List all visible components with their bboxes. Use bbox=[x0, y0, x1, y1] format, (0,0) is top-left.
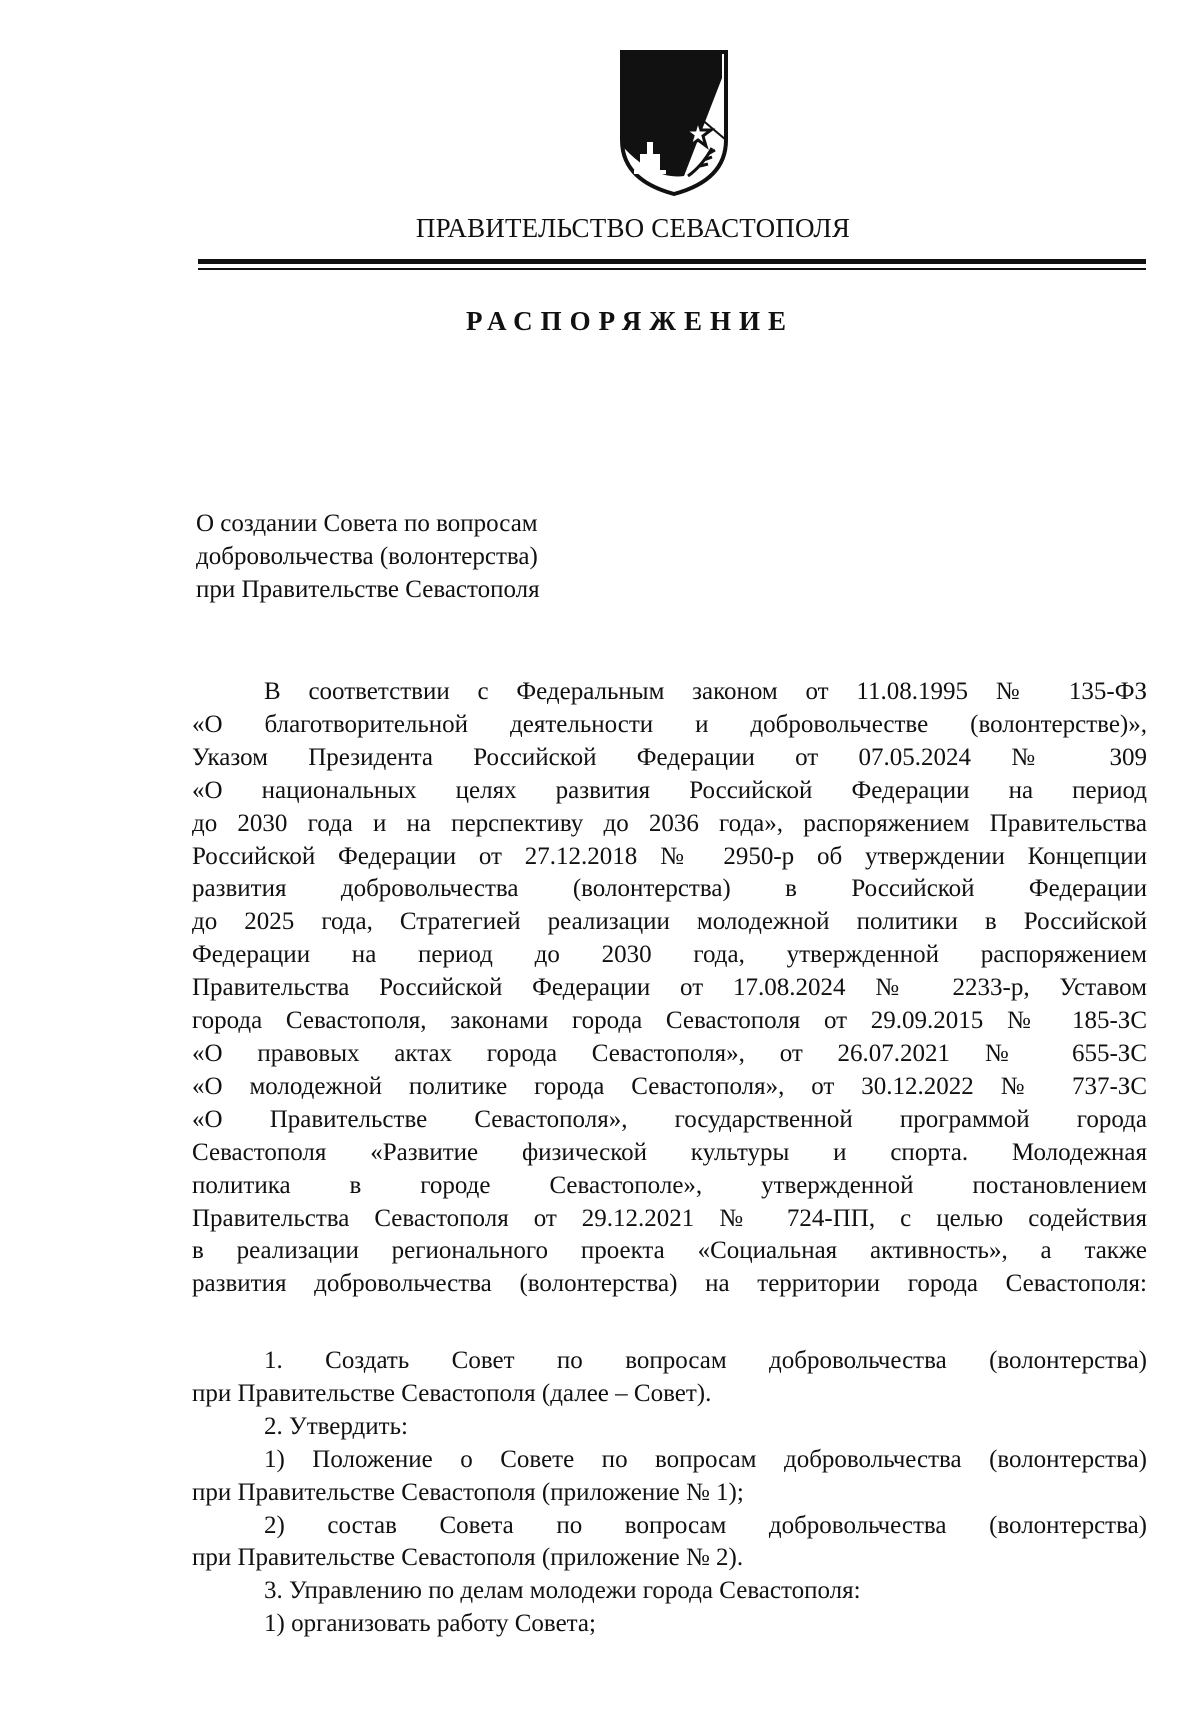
sevastopol-coat-of-arms-icon bbox=[614, 48, 734, 198]
preamble-line: «О правовых актах города Севастополя», от 26.07.2021 № 655-ЗС bbox=[192, 1039, 1147, 1067]
organization-name: ПРАВИТЕЛЬСТВО СЕВАСТОПОЛЯ bbox=[415, 213, 851, 243]
header-rule-thick bbox=[198, 259, 1146, 264]
preamble-line: Правительства Российской Федерации от 17.08.2024 № 2233-р, Уставом bbox=[192, 974, 1147, 1002]
subject-line: при Правительстве Севастополя bbox=[196, 576, 540, 603]
preamble-line: Указом Президента Российской Федерации от 07.05.2024 № 309 bbox=[192, 743, 1147, 771]
preamble-line: «О Правительстве Севастополя», государственной программой города bbox=[192, 1105, 1147, 1133]
clause-2-2-line: 2) состав Совета по вопросам добровольчества (волонтерства) bbox=[264, 1511, 1147, 1539]
clause-3: 3. Управлению по делам молодежи города Севастополя: bbox=[264, 1577, 861, 1605]
preamble-line: Федерации на период до 2030 года, утвержденной распоряжением bbox=[192, 941, 1147, 969]
clause-2-1-line: при Правительстве Севастополя (приложение № 1); bbox=[192, 1478, 744, 1506]
preamble-line: развития добровольчества (волонтерства) в Российской Федерации bbox=[192, 875, 1147, 903]
preamble-line: «О молодежной политике города Севастополя», от 30.12.2022 № 737-ЗС bbox=[192, 1072, 1147, 1100]
clause-2: 2. Утвердить: bbox=[264, 1412, 408, 1440]
header-rule-thin bbox=[198, 268, 1146, 270]
preamble-line: развития добровольчества (волонтерства) на территории города Севастополя: bbox=[192, 1270, 1147, 1298]
preamble-line: политика в городе Севастополе», утвержденной постановлением bbox=[192, 1171, 1147, 1199]
preamble-line: В соответствии с Федеральным законом от 11.08.1995 № 135-ФЗ bbox=[264, 678, 1147, 705]
preamble-line: «О национальных целях развития Российской Федерации на период bbox=[192, 776, 1147, 804]
preamble-line: Севастополя «Развитие физической культуры и спорта. Молодежная bbox=[192, 1138, 1147, 1166]
clause-3-1: 1) организовать работу Совета; bbox=[264, 1610, 596, 1638]
preamble-line: до 2025 года, Стратегией реализации молодежной политики в Российской bbox=[192, 908, 1147, 936]
subject-line: О создании Совета по вопросам bbox=[196, 510, 538, 537]
clause-2-2-line: при Правительстве Севастополя (приложение № 2). bbox=[192, 1544, 744, 1572]
subject-line: добровольчества (волонтерства) bbox=[196, 543, 538, 570]
preamble-line: Российской Федерации от 27.12.2018 № 2950-р об утверждении Концепции bbox=[192, 842, 1147, 870]
preamble-line: до 2030 года и на перспективу до 2036 года», распоряжением Правительства bbox=[192, 809, 1147, 837]
preamble-line: «О благотворительной деятельности и добровольчестве (волонтерстве)», bbox=[192, 710, 1147, 738]
document-subject bbox=[196, 507, 540, 606]
clause-1-line: при Правительстве Севастополя (далее – Совет). bbox=[192, 1379, 712, 1407]
document-type-title: РАСПОРЯЖЕНИЕ bbox=[465, 306, 795, 336]
preamble-line: в реализации регионального проекта «Социальная активность», а также bbox=[192, 1237, 1147, 1265]
clauses-section bbox=[192, 1345, 1147, 1641]
preamble-line: города Севастополя, законами города Севастополя от 29.09.2015 № 185-ЗС bbox=[192, 1007, 1147, 1035]
preamble-paragraph bbox=[192, 676, 1147, 1301]
clause-1-line: 1. Создать Совет по вопросам добровольчества (волонтерства) bbox=[264, 1347, 1147, 1374]
preamble-line: Правительства Севастополя от 29.12.2021 № 724-ПП, с целью содействия bbox=[192, 1204, 1147, 1232]
clause-2-1-line: 1) Положение о Совете по вопросам добровольчества (волонтерства) bbox=[264, 1445, 1147, 1473]
